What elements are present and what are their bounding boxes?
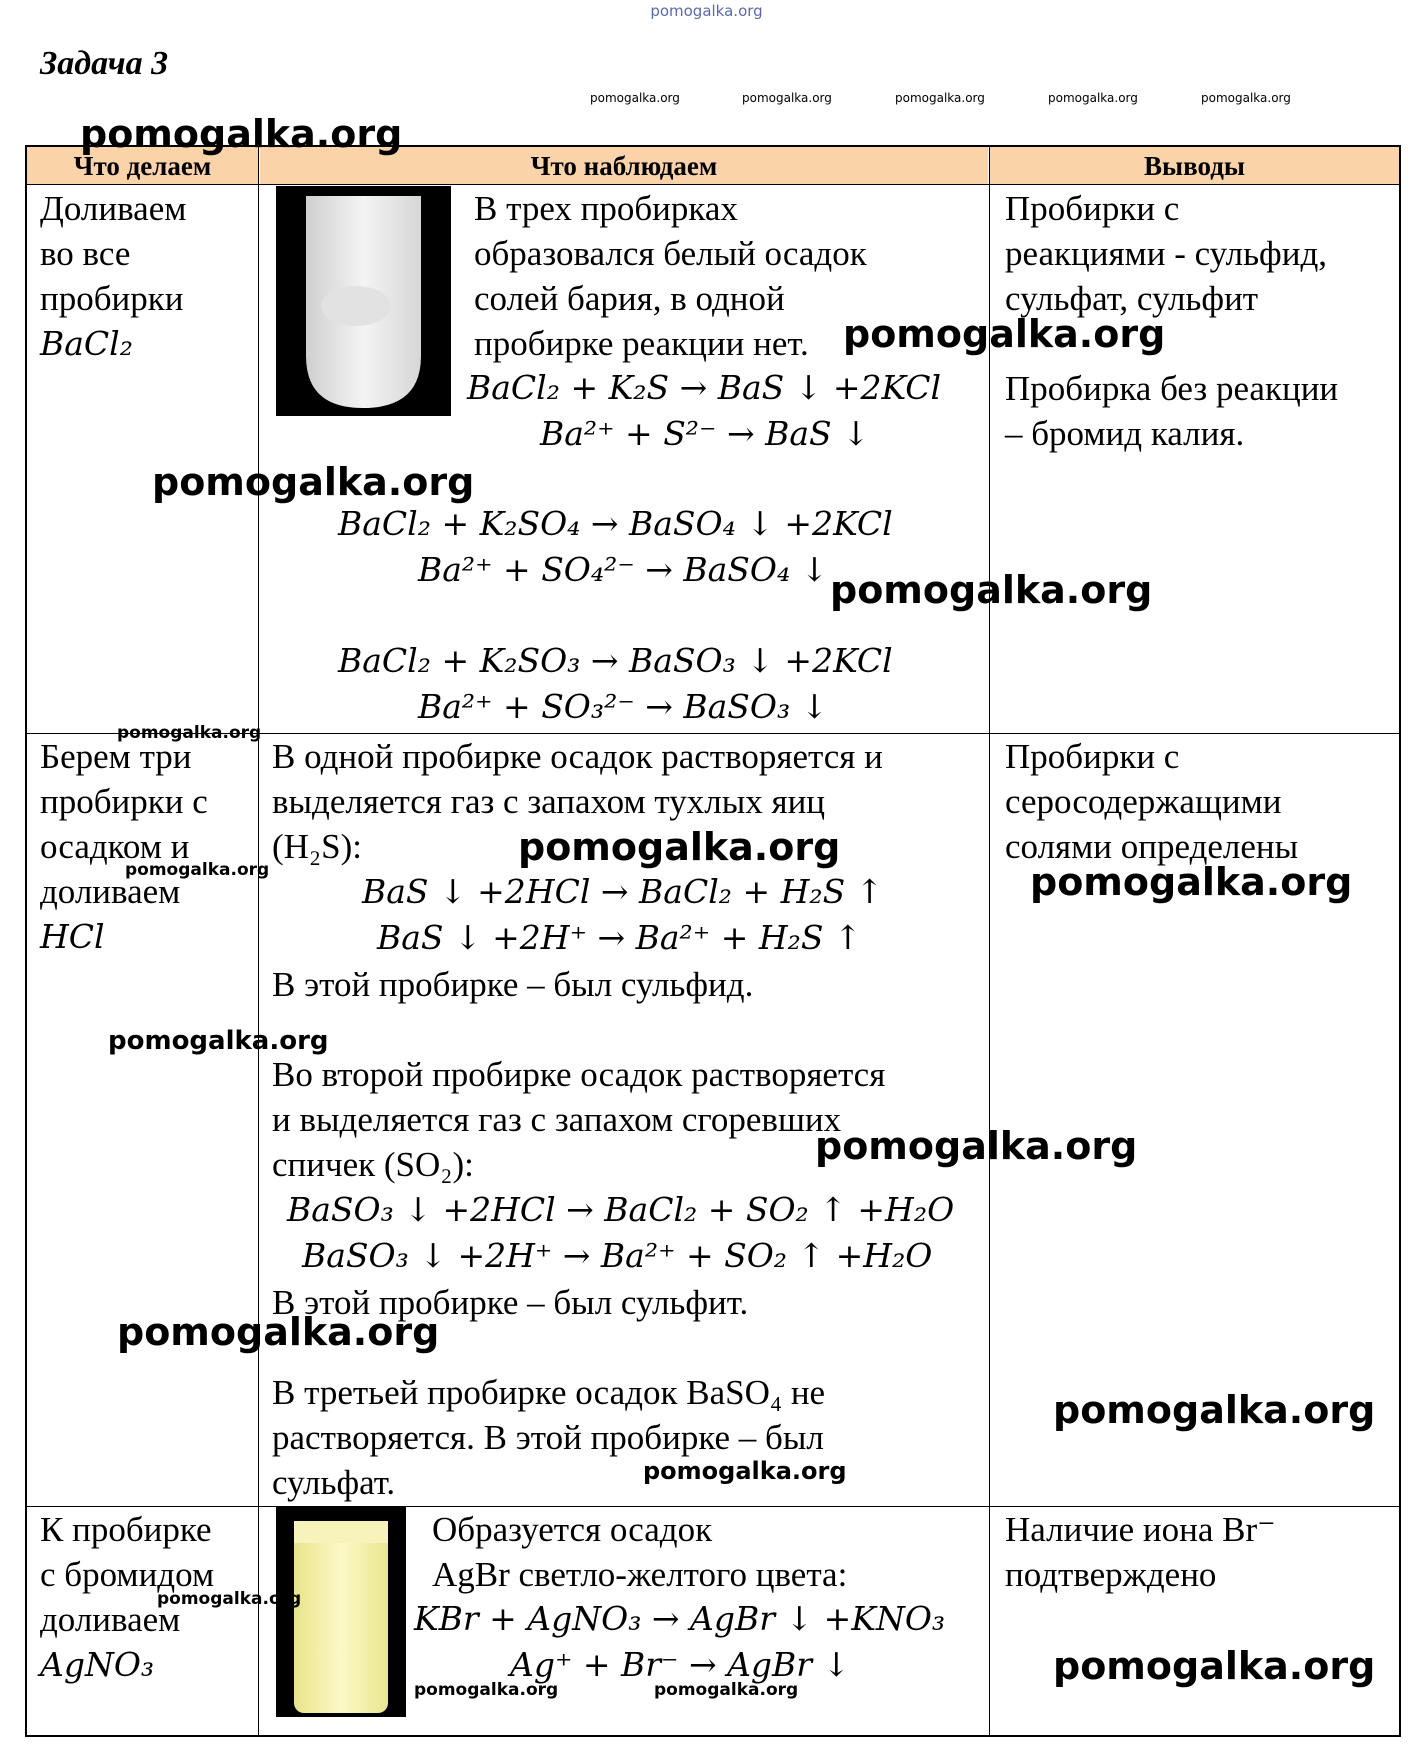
row1-observation: В трех пробирках образовался белый осадок солей бария, в одной пробирке реакции нет.: [474, 189, 867, 363]
watermark: pomogalka.org: [742, 91, 832, 105]
site-top-label: pomogalka.org: [650, 2, 763, 20]
row1-action: Доливаем во все пробирки BaCl₂: [40, 189, 187, 363]
watermark: pomogalka.org: [1030, 860, 1353, 904]
watermark: pomogalka.org: [830, 568, 1153, 612]
watermark: pomogalka.org: [157, 1589, 302, 1609]
watermark: pomogalka.org: [1201, 91, 1291, 105]
watermark: pomogalka.org: [895, 91, 985, 105]
equation: BaS ↓ +2H⁺ → Ba²⁺ + H₂S ↑: [377, 918, 862, 957]
row2-result-1: В этой пробирке – был сульфид.: [272, 965, 754, 1004]
row2-action: Берем три пробирки с осадком и доливаем HCl: [40, 737, 208, 956]
row2-observation-3: В третьей пробирке осадок BaSO₄ не растворяется. В этой пробирке – был сульфат.: [272, 1373, 826, 1502]
column-divider: [258, 145, 259, 1737]
equation: BaSO₃ ↓ +2H⁺ → Ba²⁺ + SO₂ ↑ +H₂O: [302, 1236, 933, 1275]
watermark: pomogalka.org: [80, 112, 403, 156]
column-divider: [989, 145, 990, 1737]
equation: BaS ↓ +2HCl → BaCl₂ + H₂S ↑: [362, 872, 884, 911]
equation: BaCl₂ + K₂SO₄ → BaSO₄ ↓ +2KCl: [338, 504, 893, 543]
row-divider: [25, 184, 1401, 185]
equation: Ba²⁺ + SO₃²⁻ → BaSO₃ ↓: [418, 687, 829, 726]
watermark: pomogalka.org: [117, 1310, 440, 1354]
watermark: pomogalka.org: [1048, 91, 1138, 105]
row2-conclusion: Пробирки с серосодержащими солями определены: [1005, 737, 1299, 866]
equation: BaCl₂ + K₂S → BaS ↓ +2KCl: [467, 368, 942, 407]
equation: Ag⁺ + Br⁻ → AgBr ↓: [510, 1645, 851, 1684]
header-observe: Что наблюдаем: [260, 147, 988, 184]
row2-result-2: В этой пробирке – был сульфит.: [272, 1283, 749, 1322]
watermark: pomogalka.org: [152, 460, 475, 504]
row1-conclusion: Пробирки с реакциями - сульфид, сульфат, сульфит: [1005, 189, 1328, 318]
watermark: pomogalka.org: [414, 1680, 559, 1700]
equation: KBr + AgNO₃ → AgBr ↓ +KNO₃: [414, 1599, 946, 1638]
watermark: pomogalka.org: [117, 723, 262, 743]
white-precipitate-tube-image: [276, 186, 451, 416]
row3-conclusion: Наличие иона Br⁻ подтверждено: [1005, 1510, 1276, 1594]
watermark: pomogalka.org: [518, 825, 841, 869]
watermark: pomogalka.org: [815, 1124, 1138, 1168]
watermark: pomogalka.org: [590, 91, 680, 105]
watermark: pomogalka.org: [108, 1026, 329, 1056]
equation: Ba²⁺ + SO₄²⁻ → BaSO₄ ↓: [418, 550, 829, 589]
row2-observation-1: В одной пробирке осадок растворяется и выделяется газ с запахом тухлых яиц (H₂S):: [272, 737, 883, 866]
equation: BaCl₂ + K₂SO₃ → BaSO₃ ↓ +2KCl: [338, 641, 893, 680]
equation: Ba²⁺ + S²⁻ → BaS ↓: [540, 414, 870, 453]
watermark: pomogalka.org: [843, 312, 1166, 356]
yellow-precipitate-tube-image: [276, 1507, 406, 1717]
watermark: pomogalka.org: [654, 1680, 799, 1700]
watermark: pomogalka.org: [643, 1457, 847, 1485]
row3-action: К пробирке с бромидом доливаем AgNO₃: [40, 1510, 215, 1684]
row3-observation: Образуется осадок AgBr светло-желтого цвета:: [432, 1510, 848, 1594]
watermark: pomogalka.org: [1053, 1388, 1376, 1432]
page-title: Задача 3: [40, 45, 169, 82]
row1-conclusion-2: Пробирка без реакции – бромид калия.: [1005, 369, 1339, 453]
header-action: Что делаем: [27, 147, 258, 184]
equation: BaSO₃ ↓ +2HCl → BaCl₂ + SO₂ ↑ +H₂O: [287, 1190, 955, 1229]
row2-observation-2: Во второй пробирке осадок растворяется и выделяется газ с запахом сгоревших спичек (SO₂):: [272, 1055, 886, 1184]
watermark: pomogalka.org: [1053, 1644, 1376, 1688]
watermark: pomogalka.org: [125, 860, 270, 880]
header-conclusion: Выводы: [990, 147, 1399, 184]
